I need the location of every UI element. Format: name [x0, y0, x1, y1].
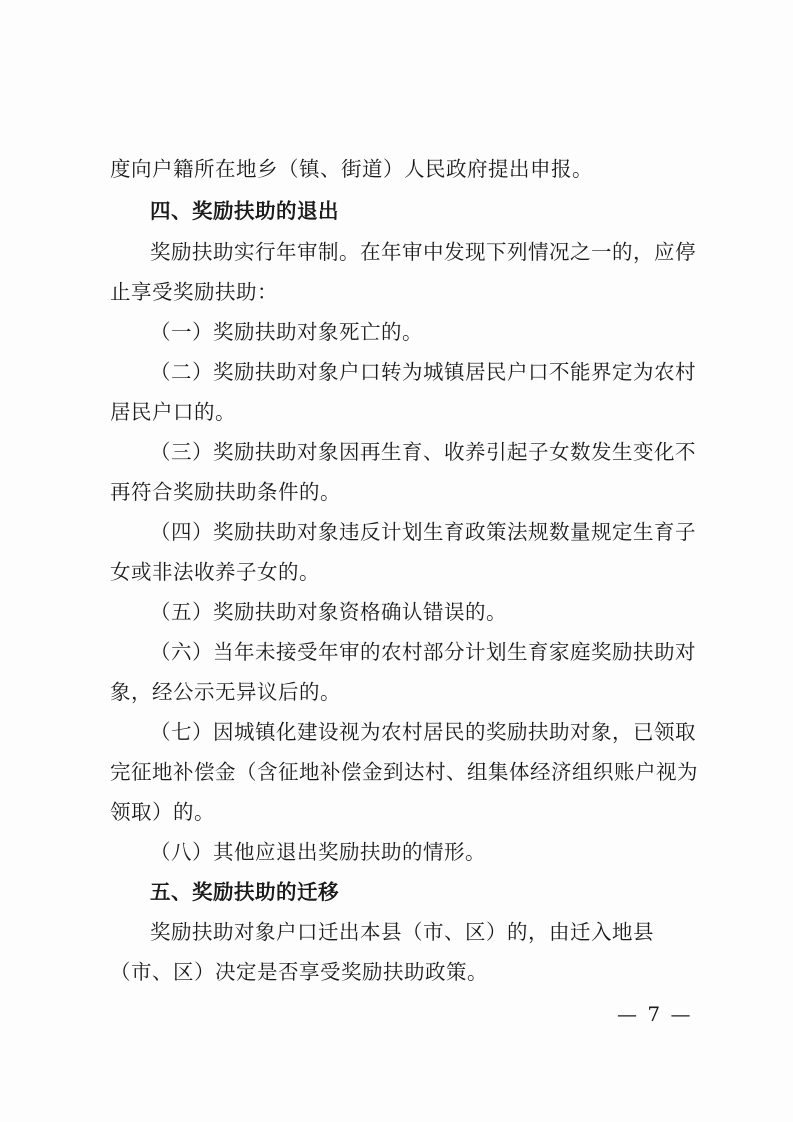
section-heading: 五、奖励扶助的迁移 — [150, 880, 339, 904]
text-line: 女或非法收养子女的。 — [110, 560, 320, 584]
text-line: （市、区）决定是否享受奖励扶助政策。 — [110, 960, 488, 984]
text-line: 止享受奖励扶助： — [110, 280, 278, 304]
text-line: 领取）的。 — [110, 800, 215, 824]
list-item: （八）其他应退出奖励扶助的情形。 — [150, 840, 486, 864]
list-item: （七）因城镇化建设视为农村居民的奖励扶助对象，已领取 — [150, 720, 696, 744]
text-line: 象，经公示无异议后的。 — [110, 680, 341, 704]
list-item: （五）奖励扶助对象资格确认错误的。 — [150, 600, 507, 624]
text-line: 再符合奖励扶助条件的。 — [110, 480, 341, 504]
list-item: （三）奖励扶助对象因再生育、收养引起子女数发生变化不 — [150, 440, 696, 464]
list-item: （四）奖励扶助对象违反计划生育政策法规数量规定生育子 — [150, 520, 696, 544]
text-line: 奖励扶助实行年审制。在年审中发现下列情况之一的，应停 — [150, 240, 696, 264]
list-item: （二）奖励扶助对象户口转为城镇居民户口不能界定为农村 — [150, 360, 696, 384]
text-line: 完征地补偿金（含征地补偿金到达村、组集体经济组织账户视为 — [110, 760, 698, 784]
page-number: — 7 — — [617, 1002, 693, 1026]
list-item: （六）当年未接受年审的农村部分计划生育家庭奖励扶助对 — [150, 640, 696, 664]
section-heading: 四、奖励扶助的退出 — [150, 199, 339, 223]
text-line: 奖励扶助对象户口迁出本县（市、区）的，由迁入地县 — [150, 920, 654, 944]
list-item: （一）奖励扶助对象死亡的。 — [150, 320, 423, 344]
text-line: 居民户口的。 — [110, 400, 236, 424]
text-line: 度向户籍所在地乡（镇、街道）人民政府提出申报。 — [110, 157, 593, 181]
